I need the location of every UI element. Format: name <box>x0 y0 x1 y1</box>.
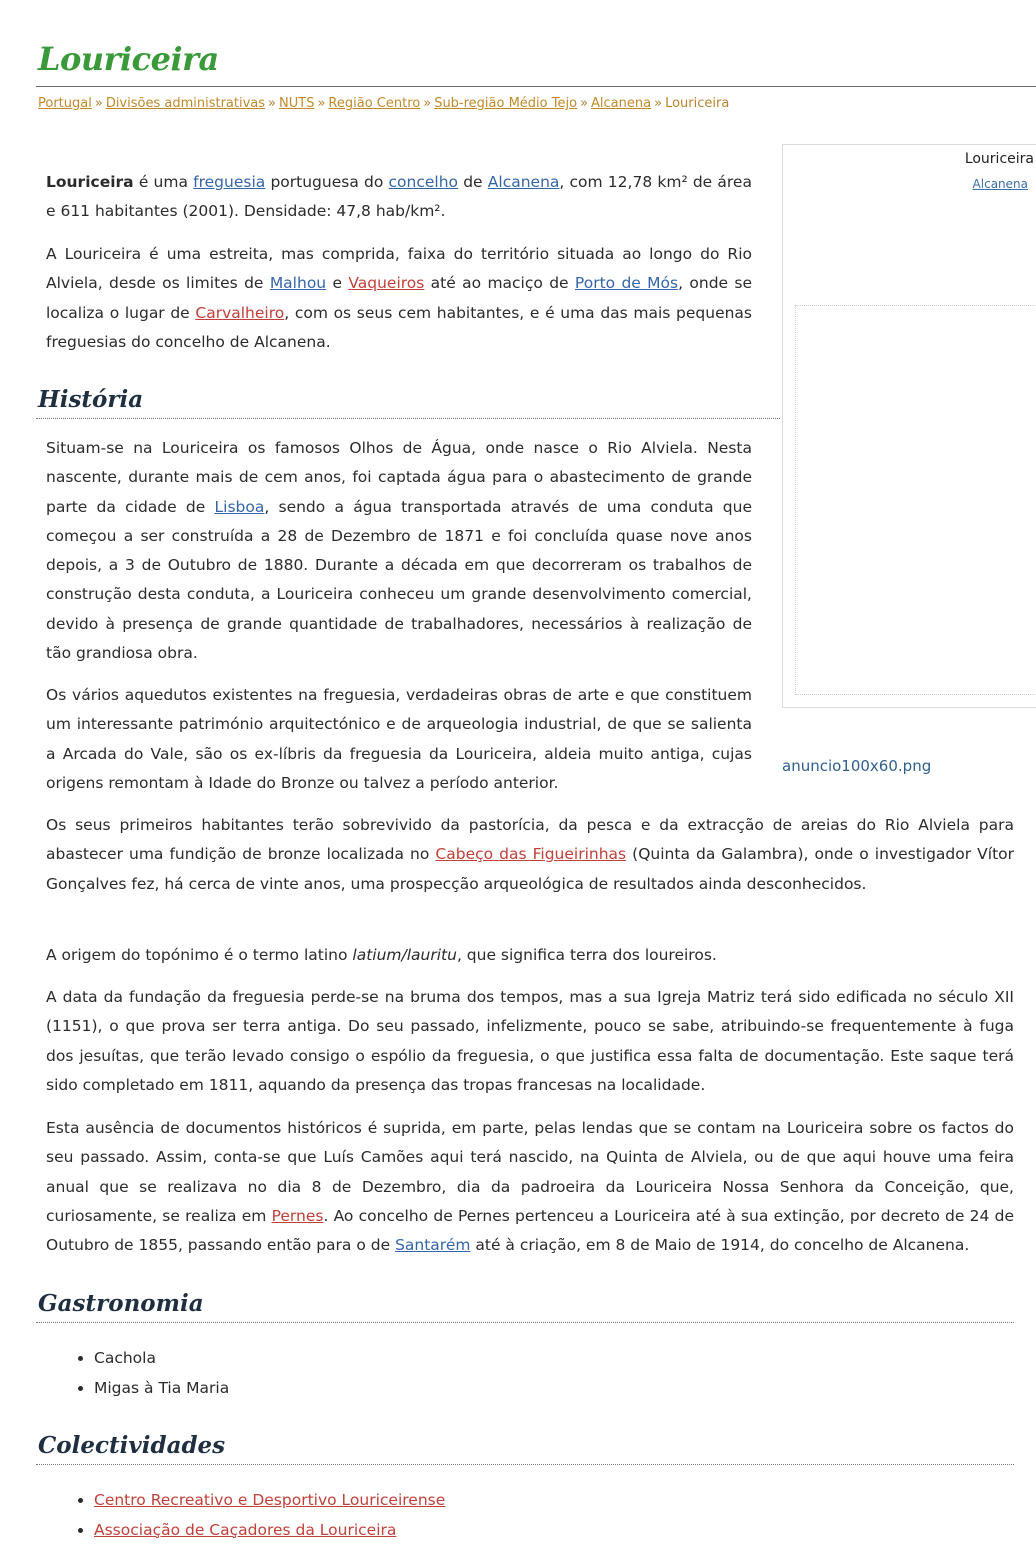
breadcrumb-current: Louriceira <box>665 96 730 111</box>
link-pernes[interactable]: Pernes <box>271 1206 324 1225</box>
historia-paragraph-5: A data da fundação da freguesia perde-se na bruma dos tempos, mas a sua Igreja Matriz terá sido edificada no século XII (1151), o que prova ser terra antiga. Do seu passado, infelizmente, pouco se sabe, atribuindo-se frequentemente à fuga dos jesuítas, que terão levado consigo o espólio da freguesia, o que justifica essa falta de documentação. Este saque terá sido completado em 1811, aquando da presença das tropas francesas na localidade. <box>46 988 1014 1094</box>
breadcrumb-separator: » <box>654 96 663 111</box>
text-run: , que significa terra dos loureiros. <box>456 946 717 964</box>
latin-term: latium/lauritu <box>352 946 457 964</box>
section-heading-gastronomia: Gastronomia <box>38 1290 204 1317</box>
article-subject: Louriceira <box>46 173 134 191</box>
infobox-map-placeholder <box>795 305 1036 695</box>
historia-paragraph-6 <box>46 1114 1014 1260</box>
ad-image-placeholder[interactable]: anuncio100x60.png <box>782 757 932 775</box>
infobox-title: Louriceira <box>964 151 1034 167</box>
text-run: Situam-se na Louriceira os famosos Olhos de Água, onde nasce o Rio Alviela. Nesta nascente, durante mais de cem anos, foi captada água para o abastecimento de grande parte da cidade de <box>46 439 752 516</box>
breadcrumb-separator: » <box>94 96 103 111</box>
text-run: A origem do topónimo é o termo latino <box>46 946 353 964</box>
text-run: , onde se localiza o lugar de <box>46 274 753 322</box>
text-run: , com os seus cem habitantes, e é uma das mais pequenas freguesias do concelho de Alcanena. <box>46 303 753 351</box>
link-vaqueiros[interactable]: Vaqueiros <box>348 274 425 293</box>
breadcrumb-separator: » <box>423 96 432 111</box>
section-heading-historia: História <box>38 386 144 413</box>
text-run: e <box>326 274 349 293</box>
colectividades-list <box>62 1486 445 1545</box>
list-item: • Migas à Tia Maria <box>94 1374 229 1404</box>
text-run: Os seus primeiros habitantes terão sobrevivido da pastorícia, da pesca e da extracção de areias do Rio Alviela para abastecer uma fundição de bronze localizada no <box>46 816 1014 864</box>
link-concelho[interactable]: concelho <box>388 173 459 191</box>
breadcrumb-separator: » <box>580 96 589 111</box>
breadcrumb <box>38 96 729 111</box>
link-centro-recreativo[interactable]: Centro Recreativo e Desportivo Louriceirense <box>94 1491 446 1509</box>
link-associacao-cacadores[interactable]: Associação de Caçadores da Louriceira <box>94 1520 397 1539</box>
breadcrumb-regiao-centro[interactable]: Região Centro <box>328 96 421 111</box>
list-item: • Cachola <box>94 1344 229 1374</box>
historia-paragraph-4 <box>46 941 1014 970</box>
link-malhou[interactable]: Malhou <box>269 274 327 293</box>
breadcrumb-alcanena[interactable]: Alcanena <box>591 96 652 111</box>
link-lisboa[interactable]: Lisboa <box>214 497 265 516</box>
link-alcanena[interactable]: Alcanena <box>487 173 560 191</box>
link-porto-de-mos[interactable]: Porto de Mós <box>574 274 679 293</box>
breadcrumb-separator: » <box>317 96 326 111</box>
historia-paragraph-2: Os vários aquedutos existentes na freguesia, verdadeiras obras de arte e que constituem um interessante património arquitectónico e de arqueologia industrial, de que se salienta a Arcada do Vale, são os ex-líbris da freguesia da Louriceira, aldeia muito antiga, cujas origens remontam à Idade do Bronze ou talvez a período anterior. <box>46 686 752 792</box>
breadcrumb-portugal[interactable]: Portugal <box>38 96 92 111</box>
text-run: até à criação, em 8 de Maio de 1914, do concelho de Alcanena. <box>470 1236 970 1255</box>
breadcrumb-divisoes[interactable]: Divisões administrativas <box>105 96 266 111</box>
link-freguesia[interactable]: freguesia <box>193 173 266 191</box>
infobox-alcanena-link[interactable]: Alcanena <box>972 177 1028 191</box>
section-heading-colectividades: Colectividades <box>38 1432 226 1459</box>
page-title: Louriceira <box>38 40 219 78</box>
historia-paragraph-3 <box>46 811 1014 899</box>
intro-paragraph-1 <box>46 168 752 227</box>
breadcrumb-medio-tejo[interactable]: Sub-região Médio Tejo <box>434 96 578 111</box>
text-run: até ao maciço de <box>424 274 575 293</box>
title-divider <box>36 86 1036 87</box>
list-item <box>94 1486 445 1516</box>
breadcrumb-separator: » <box>268 96 277 111</box>
gastronomia-list <box>62 1344 229 1403</box>
link-santarem[interactable]: Santarém <box>395 1236 471 1255</box>
text-run: . Ao concelho de Pernes pertenceu a Louriceira até à sua extinção, por decreto de 24 de Outubro de 1855, passando então para o de <box>46 1206 1014 1255</box>
text-run: A Louriceira é uma estreita, mas comprida, faixa do território situada ao longo do Rio Alviela, desde os limites de <box>46 245 752 293</box>
link-carvalheiro[interactable]: Carvalheiro <box>195 303 285 322</box>
intro-paragraph-2 <box>46 240 752 357</box>
text-run: , com 12,78 km² de área e 611 habitantes (2001). Densidade: 47,8 hab/km². <box>46 173 752 221</box>
text-run: Esta ausência de documentos históricos é suprida, em parte, pelas lendas que se contam na Louriceira sobre os factos do seu passado. Assim, conta-se que Luís Camões aqui terá nascido, na Quinta de Alviela, ou de que aqui houve uma feira anual que se realizava no dia 8 de Dezembro, dia da padroeira da Louriceira Nossa Senhora da Conceição, que, curiosamente, se realiza em <box>46 1119 1014 1225</box>
historia-paragraph-1 <box>46 434 752 668</box>
breadcrumb-nuts[interactable]: NUTS <box>279 96 315 111</box>
infobox <box>782 144 1036 708</box>
text-run: portuguesa do <box>265 173 389 191</box>
text-run: é uma <box>133 173 194 191</box>
section-divider <box>36 418 780 419</box>
text-run: de <box>458 173 488 191</box>
text-run: , sendo a água transportada através de uma conduta que começou a ser construída a 28 de Dezembro de 1871 e foi concluída quase nove anos depois, a 3 de Outubro de 1880. Durante a década em que decorreram os trabalhos de construção desta conduta, a Louriceira conheceu um grande desenvolvimento comercial, devido à presença de grande quantidade de trabalhadores, necessários à realização de tão grandiosa obra. <box>46 497 752 663</box>
list-item <box>94 1516 445 1546</box>
section-divider <box>36 1464 1014 1465</box>
section-divider <box>36 1322 1014 1323</box>
link-cabeco-das-figueirinhas[interactable]: Cabeço das Figueirinhas <box>435 845 627 864</box>
text-run: (Quinta da Galambra), onde o investigador Vítor Gonçalves fez, há cerca de vinte anos, uma prospecção arqueológica de resultados ainda desconhecidos. <box>46 845 1015 893</box>
